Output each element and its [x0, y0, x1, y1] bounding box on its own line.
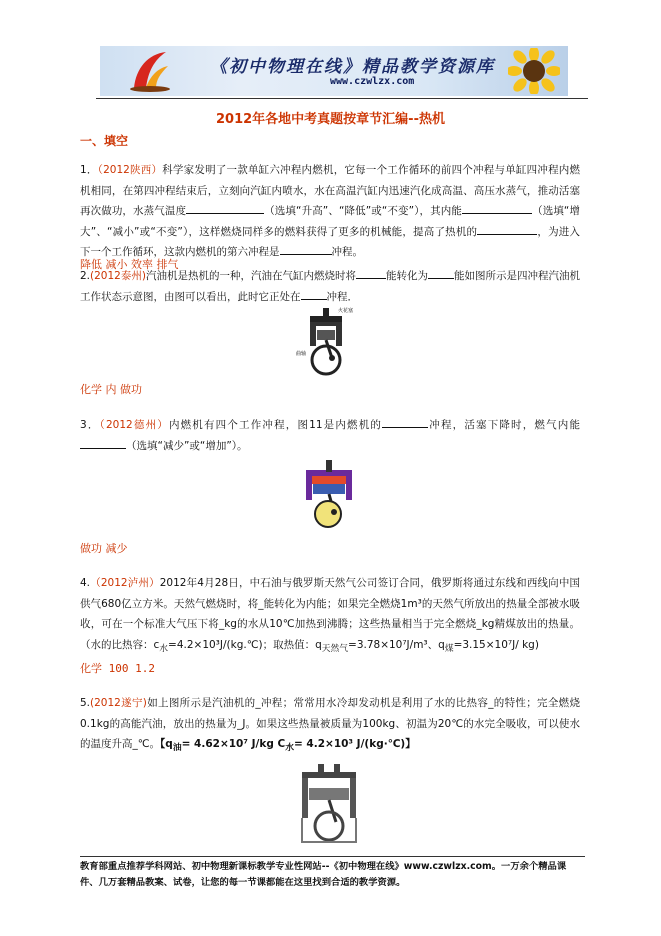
banner-title: 《初中物理在线》精品教学资源库	[210, 57, 495, 77]
question-4	[80, 573, 580, 659]
question-2	[80, 266, 580, 307]
sunflower-icon	[508, 48, 560, 94]
q1-blank-1[interactable]	[186, 201, 264, 214]
header-rule	[96, 98, 588, 99]
q4-sub-water: 水	[159, 643, 169, 654]
page-title-text: 2012年各地中考真题按章节汇编--	[216, 112, 419, 127]
q3-text-2: 冲程，活塞下降时，燃气内能	[428, 419, 580, 431]
q4-source: （2012泸州）	[90, 577, 160, 589]
q1-blank-3[interactable]	[477, 222, 537, 235]
spark-plug-label: 火花塞	[338, 308, 354, 314]
q4-sub-coal: 煤	[444, 643, 454, 654]
page-title	[0, 108, 661, 127]
q5-text-4: = 4.2×10³ J/(kg·℃)】	[293, 738, 416, 750]
q1-source: （2012陕西）	[97, 164, 163, 176]
footer	[80, 859, 590, 891]
q2-text-1: 汽油机是热机的一种，汽油在气缸内燃烧时将	[145, 270, 356, 282]
site-logo-icon	[126, 48, 172, 94]
page-title-bold: 热机	[418, 112, 445, 127]
q4-answer: 化学 100 1.2	[80, 662, 155, 675]
q4-text-1: 2012年4月28日，中石油与俄罗斯天然气公司签订合同，俄罗斯将通过东线和西线向中国供气680亿立方米。天然气燃烧时，将_能转化为内能；如果完全燃烧1m³的天然气所放出的热量全部被水吸收，可在一个标准大气压下将_kg的水从10℃加热到沸腾；这些热量相当于完全燃烧_kg精煤放出的热量。（水的比热容：c	[80, 577, 580, 651]
question-1	[80, 160, 580, 263]
q4-text-2: =4.2×10³J/(kg.℃)；取热值：q	[168, 638, 322, 651]
q1-blank-2[interactable]	[462, 201, 532, 214]
engine-diagram-2	[298, 460, 360, 532]
question-3	[80, 415, 580, 456]
q3-source: （2012德州）	[99, 419, 169, 431]
q1-blank-4[interactable]	[280, 242, 332, 255]
q2-number: 2.	[80, 270, 91, 282]
q2-text-3: 能如图所示是四冲程汽油机工作状态示意图，由图可以看出，此时它正处在	[80, 270, 581, 303]
q3-text-3: （选填“减少”或“增加”）。	[126, 439, 248, 452]
q1-text-4: ，为进入下一个工作循环，这款内燃机的第六冲程是	[80, 225, 580, 258]
footer-rule	[80, 856, 585, 857]
engine-diagram-1	[296, 306, 366, 378]
q2-text-2: 能转化为	[385, 270, 428, 282]
question-5	[80, 693, 580, 759]
q3-blank-2[interactable]	[80, 436, 126, 449]
q4-number: 4.	[80, 577, 91, 589]
footer-line-1: 教育部重点推荐学科网站、初中物理新课标教学专业性网站--《初中物理在线》www.czwlzx.com。一万余个精品课	[80, 861, 567, 872]
q5-sub-water: 水	[285, 743, 294, 754]
crankshaft-label: 曲轴	[296, 351, 307, 357]
q2-text-4: 冲程．	[326, 290, 358, 303]
q1-number: 1．	[80, 164, 98, 176]
header-banner	[100, 46, 568, 96]
q3-answer: 做功 减少	[80, 542, 128, 555]
q5-text-2: 【q	[160, 738, 173, 750]
q1-text-3: （选填“增大”、“减小”或“不变”），这样燃烧同样多的燃料获得了更多的机械能，提高了热机的	[80, 205, 580, 238]
q3-number: 3．	[80, 419, 100, 431]
q4-text-3: =3.78×10⁷J/m³、q	[348, 638, 445, 651]
q2-blank-1[interactable]	[356, 266, 386, 279]
engine-diagram-3	[296, 764, 362, 844]
q5-text-3: = 4.62×10⁷ J/kg C	[181, 738, 286, 750]
banner-url[interactable]: www.czwlzx.com	[330, 76, 415, 87]
q3-blank-1[interactable]	[382, 415, 428, 428]
q2-blank-2[interactable]	[428, 266, 454, 279]
section-heading: 一、填空	[80, 134, 129, 148]
q1-text-5: 冲程。	[331, 246, 363, 258]
q2-blank-3[interactable]	[301, 287, 327, 300]
q1-answer: 降低 减小 效率 排气	[80, 258, 179, 271]
q2-answer: 化学 内 做功	[80, 383, 142, 396]
q5-source: (2012遂宁)	[90, 697, 147, 709]
q5-text-1: 如上图所示是汽油机的_冲程；常常用水冷却发动机是利用了水的比热容_的特性；完全燃烧0.1kg的高能汽油，放出的热量为_J。如果这些热量被质量为100kg、初温为20℃的水完全吸收，可以使水的温度升高_℃。	[80, 697, 580, 750]
q2-source: (2012泰州)	[90, 270, 146, 282]
q5-number: 5.	[80, 697, 91, 709]
q4-text-4: =3.15×10⁷J/ kg)	[453, 638, 539, 651]
q5-sub-oil: 油	[172, 743, 182, 754]
q1-text-2: （选填“升高”、“降低”或“不变”），其内能	[264, 205, 462, 217]
q4-sub-gas: 天然气	[321, 643, 349, 654]
q3-text-1: 内燃机有四个工作冲程，图11是内燃机的	[168, 419, 383, 431]
q1-text-1: 科学家发明了一款单缸六冲程内燃机，它每一个工作循环的前四个冲程与单缸四冲程内燃机相同，在第四冲程结束后，立刻向汽缸内喷水，水在高温汽缸内迅速汽化成高温、高压水蒸气，推动活塞再次做功，水蒸气温度	[80, 164, 581, 217]
footer-line-2: 件、几万套精品教案、试卷，让您的每一节课都能在这里找到合适的教学资源。	[80, 877, 406, 888]
